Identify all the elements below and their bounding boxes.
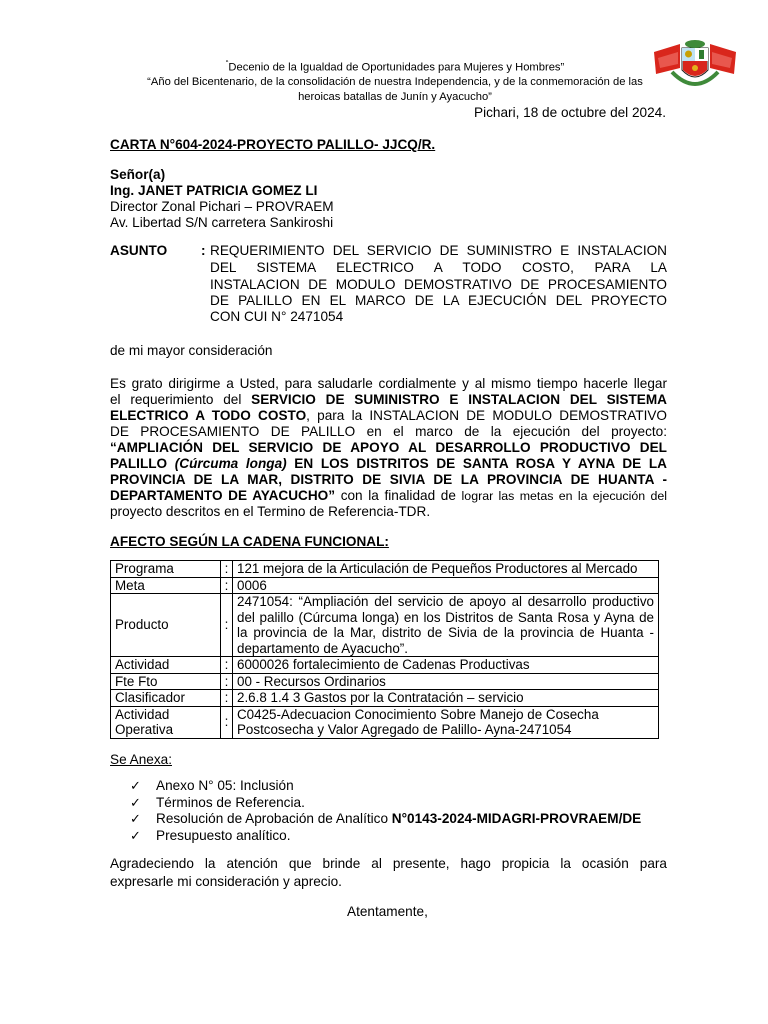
row-value: 00 - Recursos Ordinarios (233, 673, 659, 690)
row-label: Actividad Operativa (111, 706, 221, 738)
letter-reference: CARTA N°604-2024-PROYECTO PALILLO- JJCQ/R. (110, 137, 436, 152)
subject-line-4: DE PALILLO EN EL MARCO DE LA EJECUCIÓN DEL PROYECTO (210, 293, 667, 308)
table-row (111, 577, 659, 594)
checkmark-icon: ✓ (130, 811, 141, 826)
body-line-9: proyecto descritos en el Termino de Referencia-TDR. (110, 504, 431, 519)
functional-chain-table (110, 560, 659, 739)
greeting: de mi mayor consideración (110, 343, 273, 358)
recipient-address: Av. Libertad S/N carretera Sankiroshi (110, 215, 334, 230)
body-text: con la finalidad de (335, 488, 462, 503)
subject-line-1: REQUERIMIENTO DEL SERVICIO DE SUMINISTRO E INSTALACION (210, 243, 667, 258)
row-separator: : (221, 706, 233, 738)
body-bold-text: EN LOS DISTRITOS DE SANTA ROSA Y AYNA DE LA (286, 456, 667, 471)
body-bold-text: DEPARTAMENTO DE AYACUCHO” (110, 488, 336, 503)
annex-list (130, 778, 641, 844)
row-value: 121 mejora de la Articulación de Pequeños Productores al Mercado (233, 561, 659, 578)
table-row (111, 561, 659, 578)
row-separator: : (221, 561, 233, 578)
checkmark-icon: ✓ (130, 827, 141, 843)
annex-item-text: Resolución de Aprobación de Analítico (156, 811, 392, 826)
body-text: , para la INSTALACION DE MODULO DEMOSTRATIVO (306, 408, 667, 423)
annex-item-text: Presupuesto analítico. (156, 827, 291, 843)
checkmark-icon: ✓ (130, 778, 141, 793)
annex-item-text: Términos de Referencia. (156, 794, 305, 810)
section-title: AFECTO SEGÚN LA CADENA FUNCIONAL: (110, 534, 389, 549)
subject-line-3: INSTALACION DE MODULO DEMOSTRATIVO DE PROCESAMIENTO (210, 277, 667, 292)
header-quote-mark: “ (225, 59, 229, 68)
subject-colon: : (201, 243, 206, 258)
annex-item (130, 811, 641, 828)
annex-item (130, 828, 641, 845)
header-line-1: Decenio de la Igualdad de Oportunidades para Mujeres y Hombres” (228, 61, 565, 74)
annex-item (130, 795, 641, 812)
body-italic-text: (Cúrcuma longa) (174, 456, 287, 471)
row-separator: : (221, 577, 233, 594)
annex-item (130, 778, 641, 795)
header-line-3: heroicas batallas de Junín y Ayacucho” (298, 91, 492, 103)
row-value: 2471054: “Ampliación del servicio de apoyo al desarrollo productivo del palillo (Cúrcuma longa) en los Distritos de Santa Rosa y Ayna de la provincia de la Mar, distrito de Sivia de la provincia de Huanta - departamento de Ayacucho”. (233, 594, 659, 657)
body-line-4: DE PROCESAMIENTO DE PALILLO en el marco de la ejecución del proyecto: (110, 424, 667, 439)
subject-line-2: DEL SISTEMA ELECTRICO A TODO COSTO, PARA LA (210, 260, 667, 275)
row-value: 6000026 fortalecimiento de Cadenas Productivas (233, 657, 659, 674)
row-value: 2.6.8 1.4 3 Gastos por la Contratación – servicio (233, 690, 659, 707)
checkmark-icon: ✓ (130, 794, 141, 810)
row-label: Producto (111, 594, 221, 657)
row-label: Actividad (111, 657, 221, 674)
recipient-position: Director Zonal Pichari – PROVRAEM (110, 199, 334, 214)
row-separator: : (221, 657, 233, 674)
decade-header (110, 56, 680, 76)
row-value: C0425-Adecuacion Conocimiento Sobre Manejo de Cosecha Postcosecha y Valor Agregado de Palillo- Ayna-2471054 (233, 706, 659, 738)
recipient-name: Ing. JANET PATRICIA GOMEZ LI (110, 183, 318, 198)
row-label: Programa (111, 561, 221, 578)
table-row (111, 594, 659, 657)
body-text: el requerimiento del (110, 392, 252, 407)
row-label: Meta (111, 577, 221, 594)
annex-title: Se Anexa: (110, 752, 172, 767)
row-value: 0006 (233, 577, 659, 594)
body-line-8 (110, 488, 667, 504)
peru-coat-of-arms-icon (650, 34, 740, 94)
header-line-2: “Año del Bicentenario, de la consolidación de nuestra Independencia, y de la conmemoración de las (147, 76, 643, 88)
body-bold-text: ELECTRICO A TODO COSTO (110, 408, 307, 423)
row-separator: : (221, 690, 233, 707)
letter-date: Pichari, 18 de octubre del 2024. (474, 105, 666, 120)
row-separator: : (221, 594, 233, 657)
body-line-2 (110, 392, 667, 408)
body-bold-text: SERVICIO DE SUMINISTRO E INSTALACION DEL SISTEMA (251, 392, 667, 407)
table-row (111, 690, 659, 707)
body-line-3 (110, 408, 667, 424)
body-line-1: Es grato dirigirme a Usted, para saludarle cordialmente y al mismo tiempo hacerle llegar (110, 376, 667, 391)
row-label: Fte Fto (111, 673, 221, 690)
body-line-6 (110, 456, 667, 472)
body-text: lograr las metas en la ejecución del (461, 489, 667, 503)
table-row (111, 706, 659, 738)
annex-item-bold-text: N°0143-2024-MIDAGRI-PROVRAEM/DE (391, 811, 642, 826)
row-separator: : (221, 673, 233, 690)
signoff: Atentamente, (347, 904, 428, 919)
row-label: Clasificador (111, 690, 221, 707)
body-line-7: PROVINCIA DE LA MAR, DISTRITO DE SIVIA DE LA PROVINCIA DE HUANTA - (110, 472, 667, 487)
body-line-5: “AMPLIACIÓN DEL SERVICIO DE APOYO AL DESARROLLO PRODUCTIVO DEL (110, 440, 667, 455)
recipient-salutation: Señor(a) (110, 167, 166, 182)
subject-line-5: CON CUI N° 2471054 (210, 309, 344, 324)
body-bold-text: PALILLO (110, 456, 175, 471)
subject-label: ASUNTO (110, 243, 168, 258)
annex-item-text: Anexo N° 05: Inclusión (156, 778, 294, 793)
closing-line-1: Agradeciendo la atención que brinde al presente, hago propicia la ocasión para (110, 856, 667, 871)
table-row (111, 657, 659, 674)
table-row (111, 673, 659, 690)
closing-line-2: expresarle mi consideración y aprecio. (110, 874, 342, 889)
